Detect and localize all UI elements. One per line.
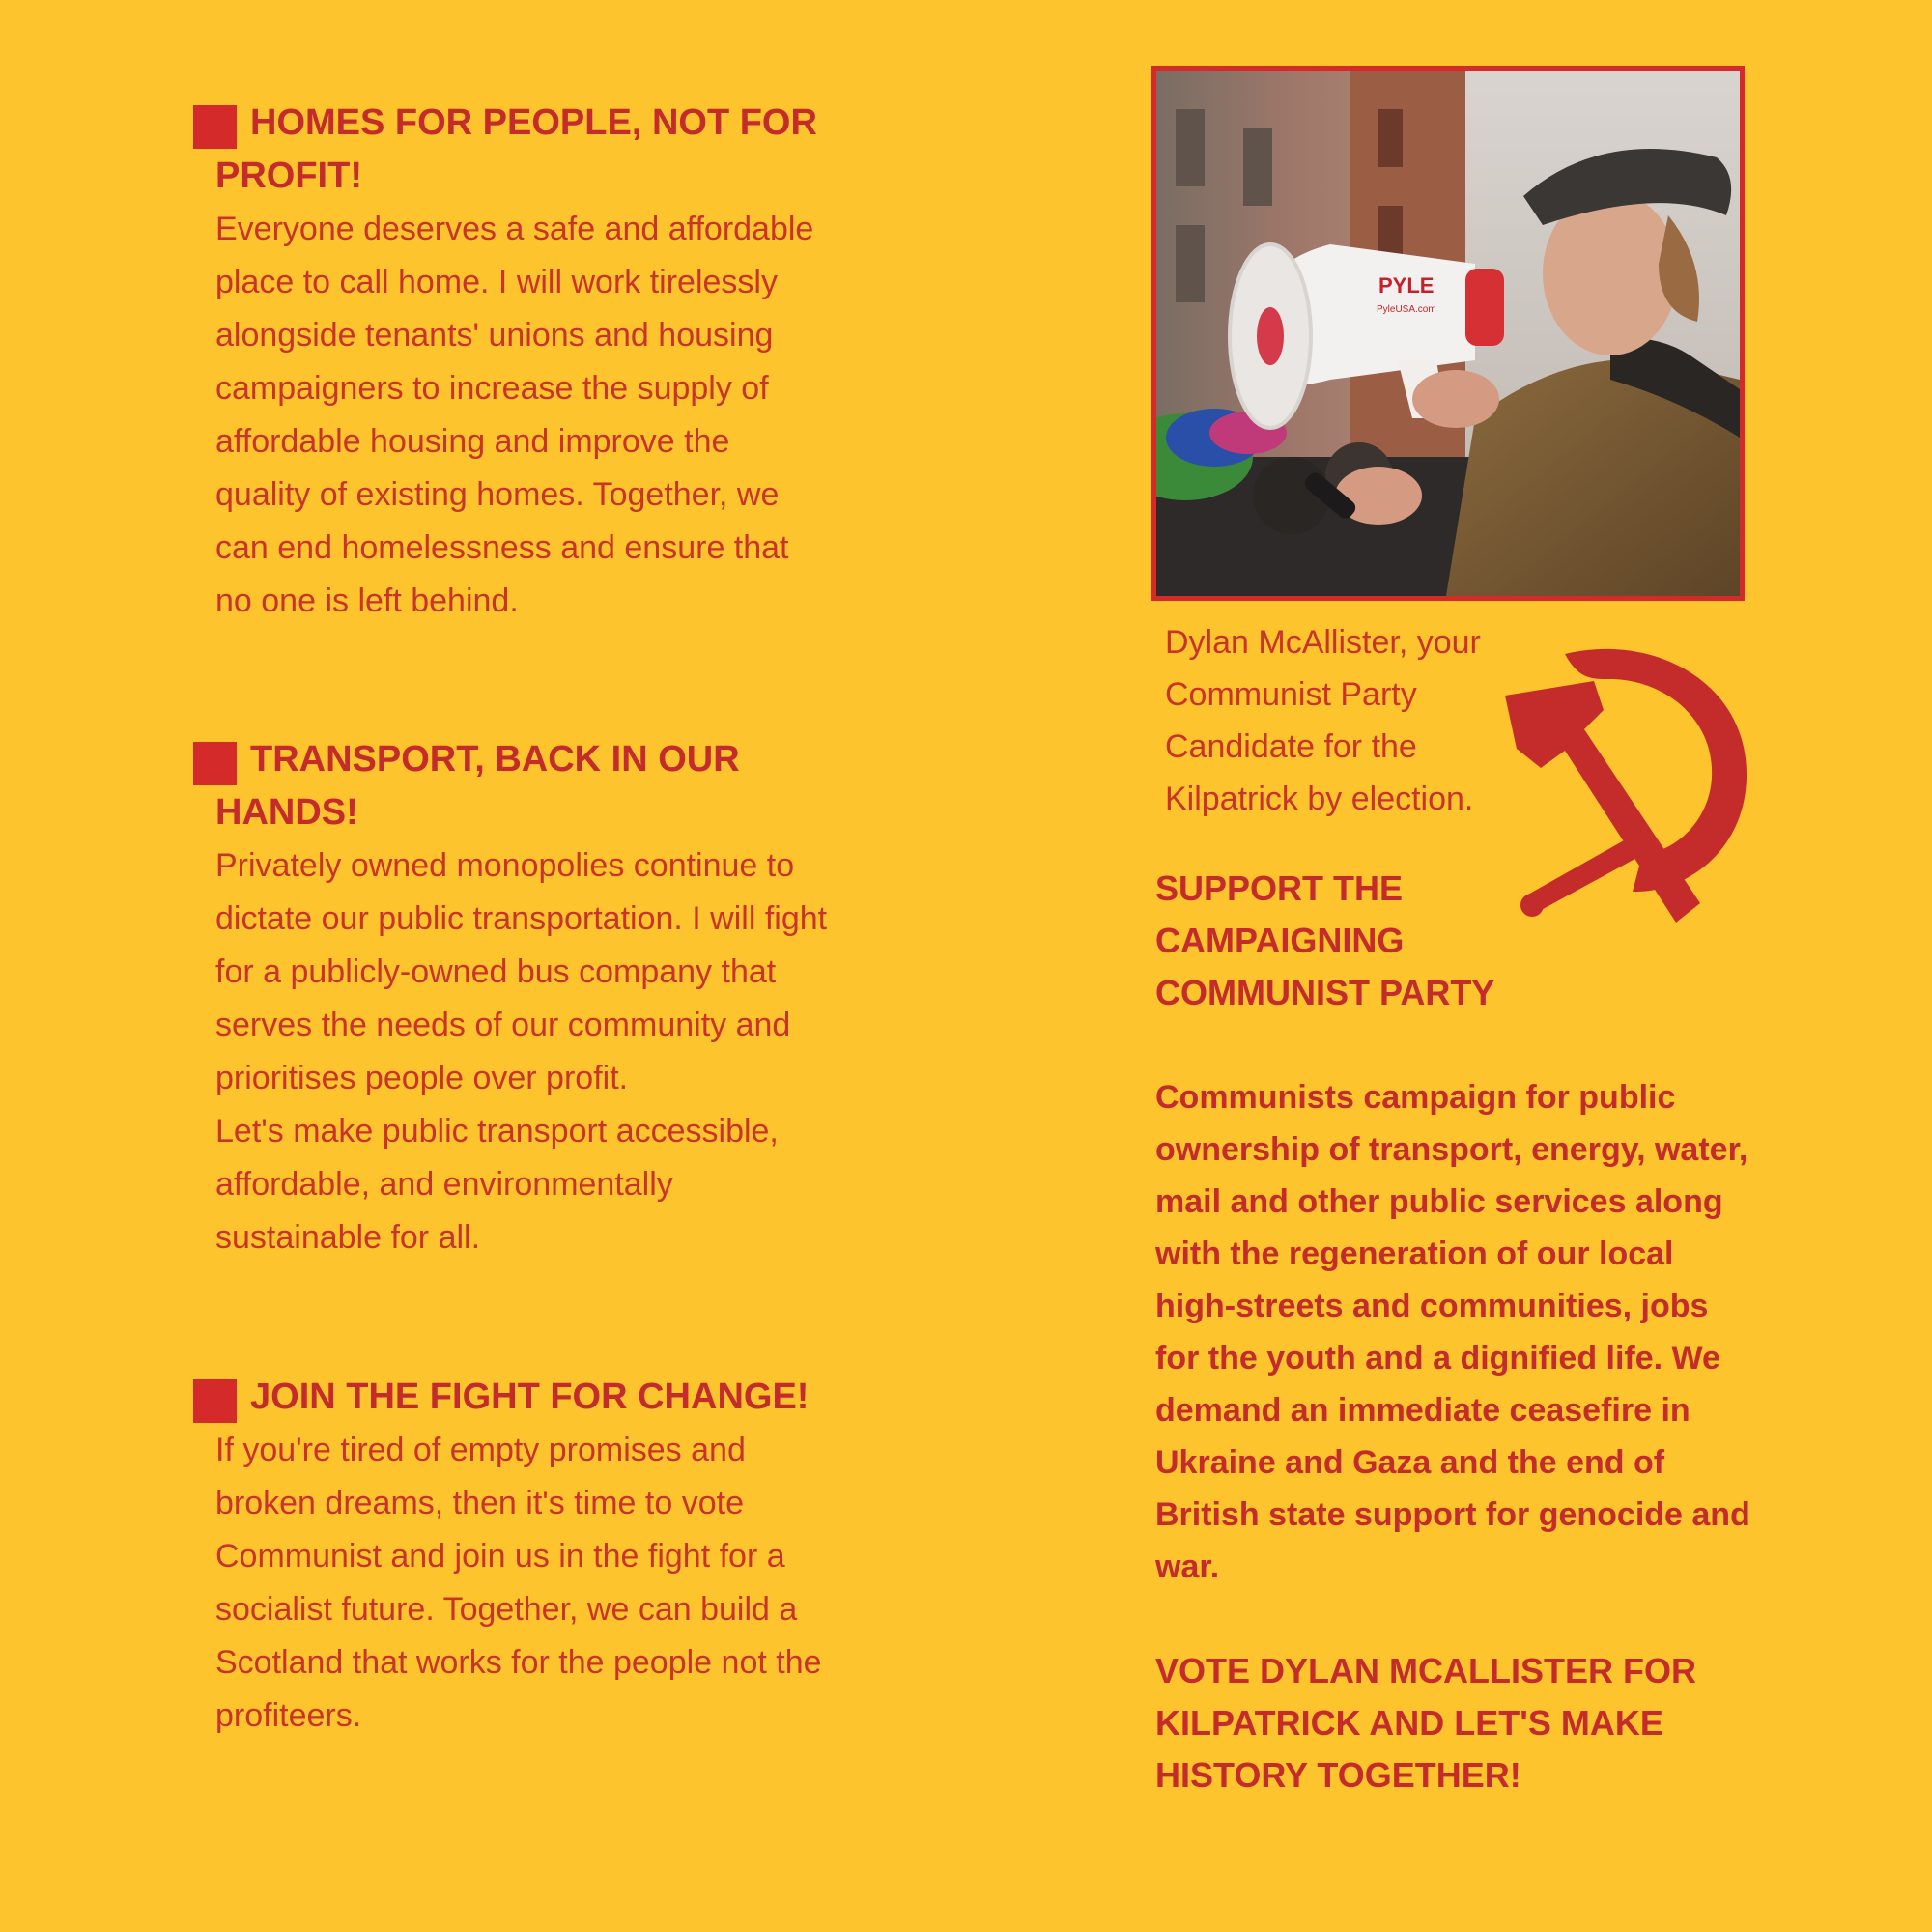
section-paragraph: Let's make public transport accessible, affordable, and environmentally sustainable for all. <box>215 1113 779 1256</box>
section-paragraph: Privately owned monopolies continue to dictate our public transportation. I will fight for a publicly-owned bus company that serves the needs of our community and prioritises people over profit. <box>215 847 828 1096</box>
megaphone-url: PyleUSA.com <box>1377 304 1436 315</box>
party-column <box>1155 863 1754 1802</box>
party-heading: SUPPORT THE CAMPAIGNING COMMUNIST PARTY <box>1155 868 1495 1012</box>
policy-column <box>193 97 850 1734</box>
section-homes <box>193 97 850 628</box>
candidate-photo-illustration <box>1156 71 1740 596</box>
section-paragraph: If you're tired of empty promises and broken dreams, then it's time to vote Communist and join us in the fight for a socialist future. Together, we can build a Scotland that works for the people not the profiteers. <box>215 1432 822 1734</box>
section-body <box>215 203 834 628</box>
party-statement: Communists campaign for public ownership of transport, energy, water, mail and other public services along with the regeneration of our local high-streets and communities, jobs for the youth and a dignified life. We demand an immediate ceasefire in Ukraine and Gaza and the end of British state support for genocide and war. <box>1155 1079 1750 1585</box>
megaphone-brand: PYLE <box>1378 273 1435 298</box>
red-square-bullet-icon <box>193 1379 237 1423</box>
red-square-bullet-icon <box>193 742 237 785</box>
candidate-photo <box>1151 66 1745 601</box>
section-heading: JOIN THE FIGHT FOR CHANGE! <box>215 1371 834 1424</box>
section-heading: HOMES FOR PEOPLE, NOT FOR PROFIT! <box>215 97 834 203</box>
section-body <box>215 1424 834 1743</box>
section-transport <box>193 733 834 1264</box>
red-square-bullet-icon <box>193 105 237 149</box>
call-to-action: VOTE DYLAN MCALLISTER FOR KILPATRICK AND LET'S MAKE HISTORY TOGETHER! <box>1155 1651 1696 1795</box>
section-body <box>215 839 834 1264</box>
section-heading: TRANSPORT, BACK IN OUR HANDS! <box>215 733 834 839</box>
section-join <box>193 1371 834 1743</box>
section-paragraph: Everyone deserves a safe and affordable place to call home. I will work tirelessly alongside tenants' unions and housing campaigners to increase the supply of affordable housing and improve the quality of existing homes. Together, we can end homelessness and ensure that no one is left behind. <box>215 211 814 619</box>
photo-caption: Dylan McAllister, your Communist Party Candidate for the Kilpatrick by election. <box>1165 624 1481 817</box>
